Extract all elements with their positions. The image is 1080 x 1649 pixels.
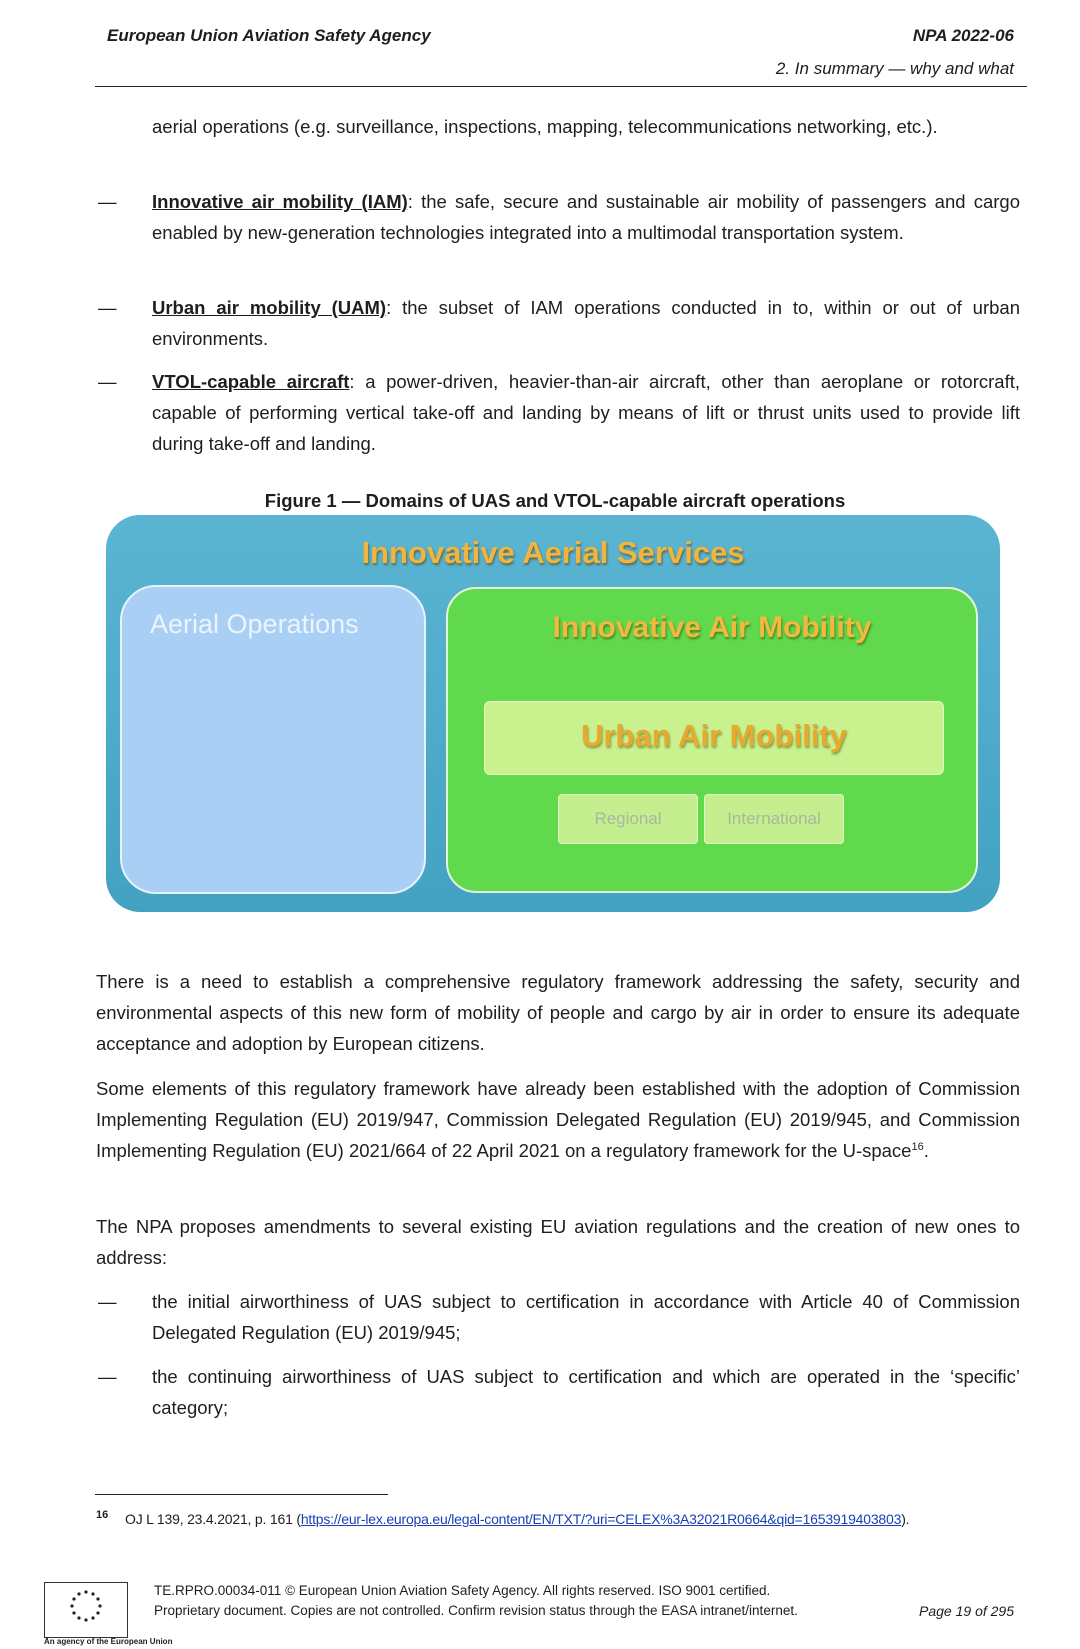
innovative-aerial-services-label: Innovative Aerial Services (361, 535, 745, 570)
definition-text: : the safe, secure and sustainable air mobility of passengers and cargo enabled by new-generation technologies integrated into a multimodal transportation system. (152, 191, 1020, 243)
definition-term: Urban air mobility (UAM) (152, 297, 387, 318)
bullet-dash: — (98, 1366, 117, 1387)
footnote-link[interactable]: https://eur-lex.europa.eu/legal-content/EN/TXT/?uri=CELEX%3A32021R0664&qid=1653919403803 (300, 1511, 902, 1527)
definition-text: : a power-driven, heavier-than-air aircraft, other than aeroplane or rotorcraft, capable of performing vertical take-off and landing by means of lift or thrust units used to provide lift during take-off and landing. (152, 371, 1020, 454)
footer-copyright: TE.RPRO.00034-011 © European Union Aviation Safety Agency. All rights reserved. ISO 9001 certified. (154, 1583, 771, 1598)
page-number: Page 19 of 295 (919, 1603, 1014, 1619)
logo-caption: An agency of the European Union (44, 1637, 173, 1646)
domains-diagram (106, 515, 1000, 912)
urban-air-mobility-box (484, 701, 944, 775)
aerial-operations-label: Aerial Operations (150, 609, 359, 639)
international-box: International (704, 794, 844, 844)
aerial-operations-box (120, 585, 426, 894)
bullet-continuing-airworthiness: the continuing airworthiness of UAS subject to certification and which are operated in the ‘specific’ category; (152, 1366, 1020, 1418)
bullet-dash: — (98, 1291, 117, 1312)
regional-box: Regional (558, 794, 698, 844)
paragraph-end: . (923, 1140, 929, 1161)
definition-term: VTOL-capable aircraft (152, 371, 350, 392)
continuation-text: aerial operations (e.g. surveillance, inspections, mapping, telecommunications networking, etc.). (152, 116, 938, 137)
header-divider (95, 86, 1027, 87)
definition-text: : the subset of IAM operations conducted in to, within or out of urban environments. (152, 297, 1020, 349)
paragraph-npa-proposes: The NPA proposes amendments to several existing EU aviation regulations and the creation of new ones to address: (96, 1216, 1020, 1268)
footnote-number: 16 (96, 1509, 109, 1521)
header-section: 2. In summary — why and what (775, 59, 1014, 78)
paragraph-existing-regulations (96, 1073, 1020, 1166)
definition-dash: — (98, 297, 117, 318)
paragraph-text: Some elements of this regulatory framework have already been established with the adoption of Commission Implementing Regulation (EU) 2019/947, Commission Delegated Regulation (EU) 2019/945, and Commission Implementing Regulation (EU) 2021/664 of 22 April 2021 on a regulatory framework for the U-space (96, 1078, 1020, 1161)
definition-term: Innovative air mobility (IAM) (152, 191, 408, 212)
header-doc-id: NPA 2022-06 (912, 26, 1014, 45)
footnote-citation: OJ L 139, 23.4.2021, p. 161 ( (125, 1511, 301, 1527)
footer-disclaimer: Proprietary document. Copies are not controlled. Confirm revision status through the EASA intranet/internet. (154, 1603, 798, 1618)
footnote-text (125, 1511, 909, 1527)
paragraph-framework-need: There is a need to establish a comprehensive regulatory framework addressing the safety, security and environmental aspects of this new form of mobility of people and cargo by air in order to ensure its adequate acceptance and adoption by European citizens. (96, 971, 1020, 1054)
definition-dash: — (98, 371, 117, 392)
footnote-divider (95, 1494, 388, 1495)
innovative-air-mobility-label: Innovative Air Mobility (552, 611, 872, 644)
footnote-reference: 16 (911, 1140, 924, 1153)
footnote-end: ). (901, 1511, 910, 1527)
definition-uam (152, 292, 1020, 354)
header-organization: European Union Aviation Safety Agency (107, 26, 431, 45)
definition-iam (152, 186, 1020, 248)
eu-stars-icon (45, 1583, 127, 1637)
urban-air-mobility-label: Urban Air Mobility (581, 718, 847, 753)
definition-dash: — (98, 191, 117, 212)
bullet-initial-airworthiness: the initial airworthiness of UAS subject to certification in accordance with Article 40 of Commission Delegated Regulation (EU) 2019/945; (152, 1291, 1020, 1343)
figure-title: Figure 1 — Domains of UAS and VTOL-capable aircraft operations (264, 490, 846, 511)
definition-vtol (152, 366, 1020, 459)
innovative-air-mobility-box (446, 587, 978, 893)
eu-flag-logo (44, 1582, 128, 1638)
